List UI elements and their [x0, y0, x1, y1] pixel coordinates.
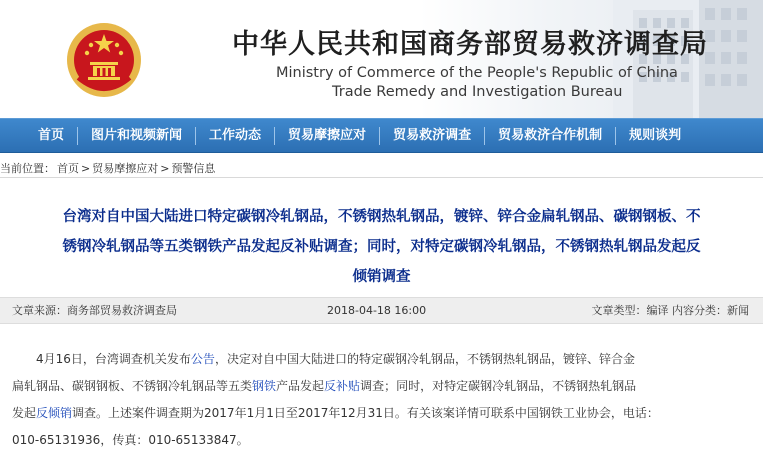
main-navigation	[0, 118, 763, 153]
breadcrumb-separator: >	[160, 162, 170, 175]
site-title-english-line1: Ministry of Commerce of the People's Republic of China	[276, 65, 678, 81]
nav-rules-negotiation[interactable]: 规则谈判	[629, 128, 682, 143]
article-paragraph-line: 010-65131936，传真：010-65133847。	[12, 433, 249, 447]
site-title-english-line2: Trade Remedy and Investigation Bureau	[332, 84, 623, 100]
site-title-chinese: 中华人民共和国商务部贸易救济调查局	[232, 29, 708, 60]
anti-dumping-link[interactable]: 反倾销	[36, 406, 73, 420]
body-text: 扁轧钢品、碳钢钢板、不锈钢冷轧钢品等五类	[12, 379, 253, 393]
breadcrumb-trade-friction-link[interactable]: 贸易摩擦应对	[92, 162, 159, 175]
article-body	[12, 346, 757, 454]
article-source: 文章来源：商务部贸易救济调查局	[12, 304, 177, 317]
body-text: ，决定对自中国大陆进口的特定碳钢冷轧钢品，不锈钢热轧钢品，镀锌、锌合金	[214, 352, 635, 366]
breadcrumb-warning-info-link[interactable]: 预警信息	[171, 162, 216, 175]
article-date: 2018-04-18 16:00	[327, 304, 427, 317]
nav-trade-friction[interactable]: 贸易摩擦应对	[288, 128, 367, 143]
body-text: 发起	[12, 406, 37, 420]
article-title-line: 锈钢冷轧钢品等五类钢铁产品发起反补贴调查；同时，对特定碳钢冷轧钢品，不锈钢热轧钢品发起反	[62, 239, 701, 255]
nav-work-updates[interactable]: 工作动态	[209, 128, 262, 143]
steel-link[interactable]: 钢铁	[252, 379, 277, 393]
body-text: 调查；同时，对特定碳钢冷轧钢品，不锈钢热轧钢品	[360, 379, 637, 393]
article-title-line: 台湾对自中国大陆进口特定碳钢冷轧钢品，不锈钢热轧钢品，镀锌、锌合金扁轧钢品、碳钢钢板、不	[62, 209, 701, 225]
breadcrumb-divider	[0, 177, 763, 178]
breadcrumb-prefix: 当前位置：	[0, 162, 55, 175]
nav-trade-remedy-investigation[interactable]: 贸易救济调查	[393, 128, 472, 143]
breadcrumb-separator: >	[81, 162, 91, 175]
article-paragraph-line	[12, 400, 757, 427]
nav-trade-remedy-cooperation[interactable]: 贸易救济合作机制	[498, 128, 603, 143]
article-meta-bar	[0, 297, 763, 324]
nav-photo-video-news[interactable]: 图片和视频新闻	[91, 128, 183, 143]
site-header	[0, 0, 763, 118]
nav-home[interactable]: 首页	[38, 128, 65, 143]
countervailing-link[interactable]: 反补贴	[324, 379, 361, 393]
national-emblem-icon	[64, 20, 144, 100]
article-type: 文章类型：编译 内容分类：新闻	[591, 304, 749, 317]
breadcrumb-home-link[interactable]: 首页	[57, 162, 79, 175]
breadcrumb	[0, 160, 217, 176]
body-text: 4月16日，台湾调查机关发布	[36, 352, 191, 366]
article-paragraph-line	[12, 373, 757, 400]
body-text: 产品发起	[276, 379, 325, 393]
article-title-line: 倾销调查	[352, 269, 411, 285]
article-paragraph-line	[12, 346, 757, 373]
article-title	[0, 202, 763, 292]
body-text: 调查。上述案件调查期为2017年1月1日至2017年12月31日。有关该案详情可联系中国钢铁工业协会，电话：	[72, 406, 659, 420]
announcement-link[interactable]: 公告	[190, 352, 215, 366]
